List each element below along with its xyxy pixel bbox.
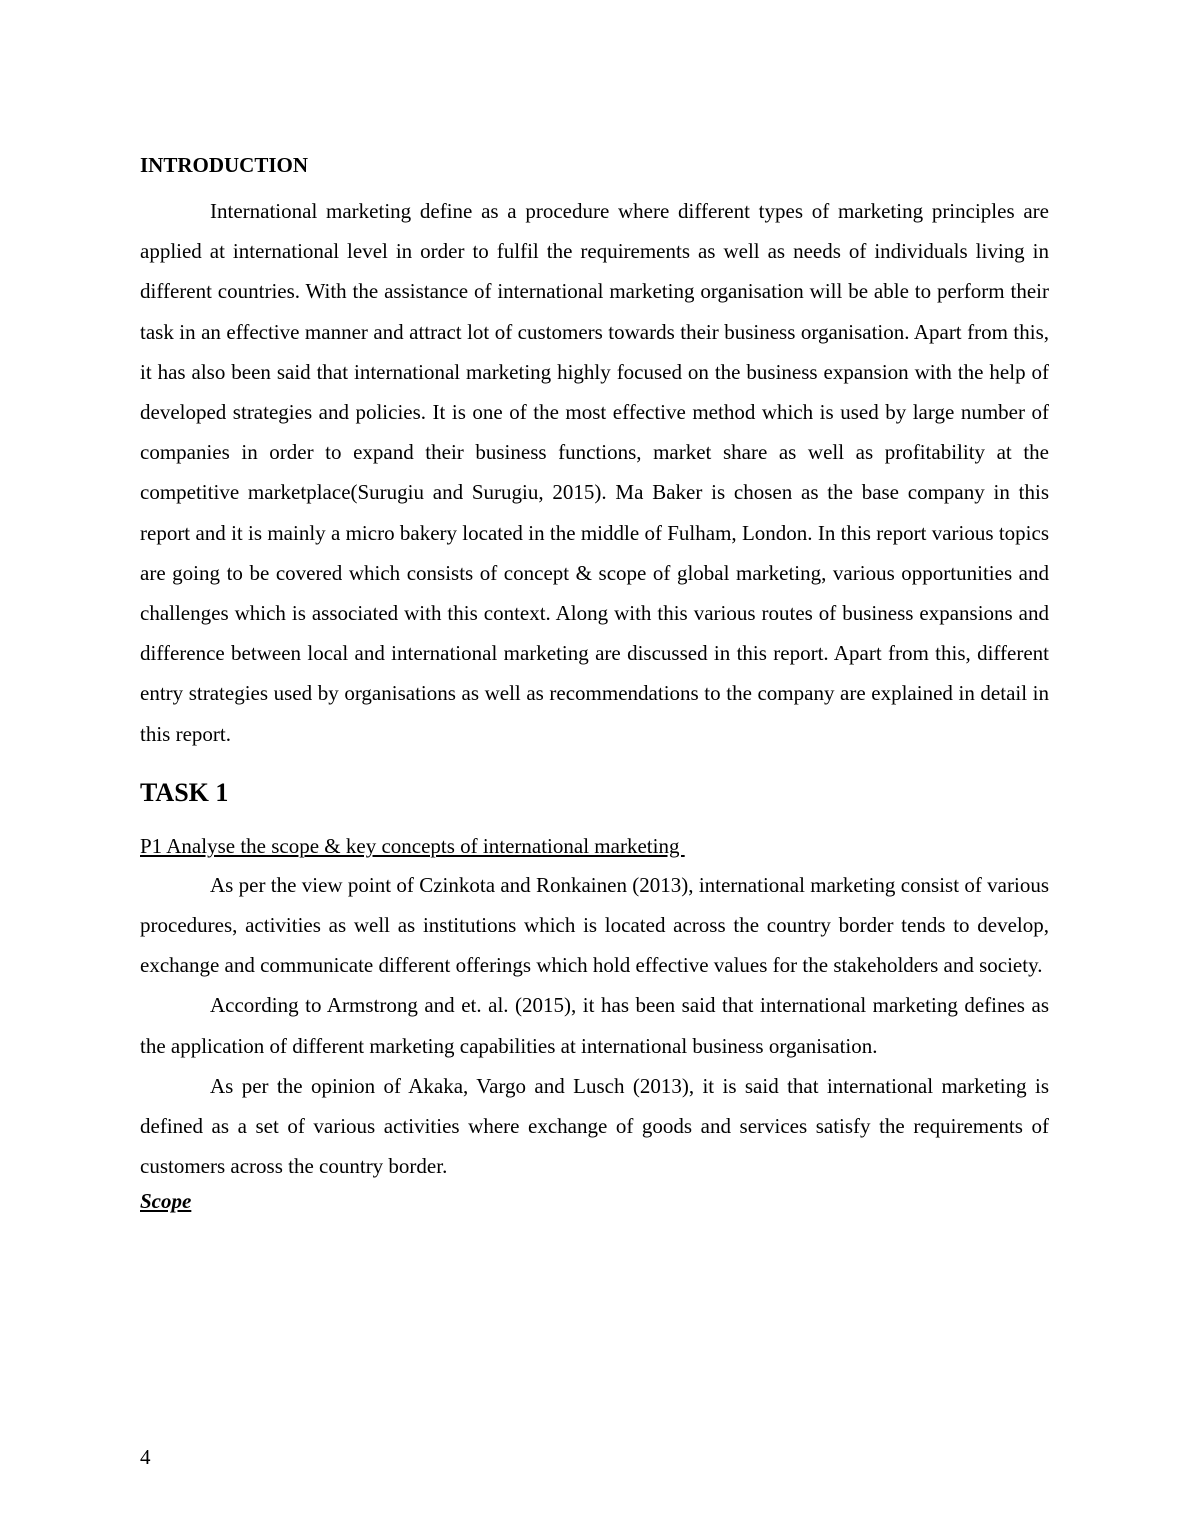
p1-paragraph-armstrong: According to Armstrong and et. al. (2015), it has been said that international marketing defines as the application of different marketing capabilities at international business organisation.	[140, 993, 1049, 1058]
introduction-heading: INTRODUCTION	[140, 153, 309, 177]
p1-paragraph-akaka: As per the opinion of Akaka, Vargo and Lusch (2013), it is said that international marketing is defined as a set of various activities where exchange of goods and services satisfy the requirements of customers across the country border.	[140, 1073, 1049, 1179]
document-page	[140, 150, 1049, 1216]
task-1-heading: TASK 1	[140, 777, 229, 807]
p1-heading: P1 Analyse the scope & key concepts of international marketing	[140, 833, 685, 858]
introduction-paragraph: International marketing define as a procedure where different types of marketing principles are applied at international level in order to fulfil the requirements as well as needs of individuals living in different countries. With the assistance of international marketing organisation will be able to perform their task in an effective manner and attract lot of customers towards their business organisation. Apart from this, it has also been said that international marketing highly focused on the business expansion with the help of developed strategies and policies. It is one of the most effective method which is used by large number of companies in order to expand their business functions, market share as well as profitability at the competitive marketplace(Surugiu and Surugiu, 2015). Ma Baker is chosen as the base company in this report and it is mainly a micro bakery located in the middle of Fulham, London. In this report various topics are going to be covered which consists of concept & scope of global marketing, various opportunities and challenges which is associated with this context. Along with this various routes of business expansions and difference between local and international marketing are discussed in this report. Apart from this, different entry strategies used by organisations as well as recommendations to the company are explained in detail in this report.	[140, 199, 1049, 746]
page-number: 4	[140, 1445, 151, 1469]
p1-paragraph-czinkota: As per the view point of Czinkota and Ronkainen (2013), international marketing consist of various procedures, activities as well as institutions which is located across the country border tends to develop, exchange and communicate different offerings which hold effective values for the stakeholders and society.	[140, 872, 1049, 978]
scope-heading: Scope	[140, 1189, 192, 1214]
